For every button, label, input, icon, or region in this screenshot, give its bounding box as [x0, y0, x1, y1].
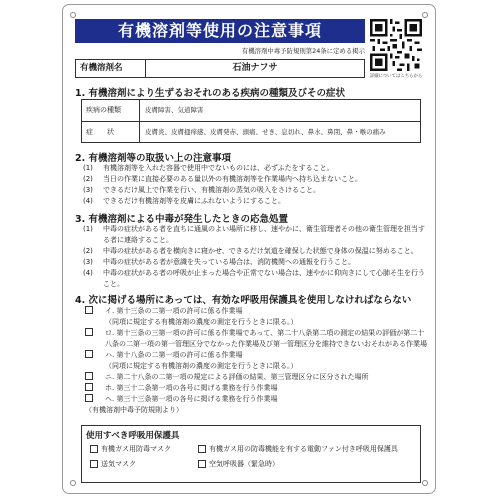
qr-caption: 詳細についてはこちらから	[369, 74, 423, 79]
symptom-label: 症 状	[82, 122, 140, 143]
mounting-hole	[422, 12, 428, 18]
list-item: (2) 中毒の症状がある者を横向きに寝かせ、できるだけ気道を確保した状態で身体の保温に努めること。	[83, 247, 418, 255]
symptom-value: 皮膚炎、皮膚掻痒感、皮膚発赤、頭痛、せき、息切れ、鼻水、鼻閉、鼻・喉の痛み	[145, 128, 386, 136]
checkbox[interactable]	[85, 328, 93, 336]
list-item: ニ. 第二十八条の二第一項の規定による評価の結果、第三管理区分に区分された場所	[85, 372, 430, 383]
table-row	[82, 121, 420, 143]
checkbox[interactable]	[85, 350, 93, 358]
checkbox[interactable]	[85, 372, 93, 380]
list-item: (1) 有機溶剤等を入れた容器で使用中でないものには、必ずふたをすること。	[83, 164, 334, 172]
section-4-heading: 4. 次に掲げる場所にあっては、有効な呼吸用保護具を使用しなければならない	[75, 295, 412, 306]
list-item: ハ. 第十八条の二第一項の許可に係る作業場	[85, 350, 430, 361]
protector-box	[81, 425, 421, 483]
protector-option[interactable]: 送気マスク	[90, 459, 136, 469]
solvent-name-label: 有機溶剤名	[76, 60, 146, 77]
disease-type-label: 疾病の種類	[82, 100, 140, 121]
protector-option[interactable]: 有機ガス用の防毒機能を有する電動ファン付き呼吸用保護具	[198, 444, 398, 454]
mounting-hole	[70, 12, 76, 18]
checkbox[interactable]	[85, 383, 93, 391]
protector-title: 使用すべき呼吸用保護具	[86, 431, 180, 441]
mounting-hole	[70, 480, 76, 486]
section-1-heading: 1. 有機溶剤により生ずるおそれのある疾病の種類及びその症状	[75, 88, 346, 99]
list-item: （同項に規定する有機溶剤の濃度の測定を行うときに限る。）	[105, 318, 298, 326]
location-list	[85, 306, 430, 416]
section-2-heading: 2. 有機溶剤等の取扱い上の注意事項	[75, 153, 232, 164]
list-item: ホ. 第三十二条第一項の各号に掲げる業務を行う作業場	[85, 383, 430, 394]
list-item: (3) できるだけ風上で作業を行い、有機溶剤の蒸気の吸入をさけること。	[83, 186, 320, 194]
qr-code-icon[interactable]	[370, 19, 422, 71]
list-item: (4) 中毒の症状がある者の呼吸が止まった場合や正常でない場合は、速やかに仰向きにして心肺そ生を行うこと。	[83, 269, 425, 288]
solvent-name-value: 石油ナフサ	[232, 63, 278, 73]
mounting-hole	[422, 480, 428, 486]
page-subtitle: 有機溶剤中毒予防規則第24条に定める掲示	[241, 47, 365, 55]
footnote: （有機溶剤中毒予防規則より）	[85, 406, 183, 414]
protector-option[interactable]: 空気呼吸器（緊急時）	[198, 459, 279, 469]
list-item: ヘ. 第三十三条第一項の各号に掲げる業務を行う作業場	[85, 394, 430, 405]
list-item: ロ. 第十三条の三第一項の許可に係る作業場であって、第二十八条第二項の測定の結果の評価が第二十八条の二第一項の第一管理区分でなかった作業場及び第一管理区分を維持できないおそれがある作業場	[85, 328, 430, 350]
notice-board	[62, 4, 436, 494]
page-title: 有機溶剤等使用の注意事項	[75, 19, 365, 43]
disease-table	[81, 99, 421, 143]
section-3-heading: 3. 有機溶剤による中毒が発生したときの応急処置	[75, 214, 289, 225]
checkbox[interactable]	[198, 460, 206, 468]
checkbox[interactable]	[90, 460, 98, 468]
list-item: （同項に規定する有機溶剤の濃度の測定を行うときに限る。）	[105, 362, 298, 370]
table-row	[82, 100, 420, 121]
list-item: (4) できるだけ有機溶剤等を皮膚にふれないようにすること。	[83, 197, 285, 205]
list-item: (3) 中毒の症状がある者が意識を失っている場合は、消防機関への通報を行うこと。	[83, 258, 355, 266]
list-item: (2) 当日の作業に直接必要のある量以外の有機溶剤等を作業場内へ持ち込まないこと。	[83, 175, 362, 183]
disease-type-value: 皮膚障害、気道障害	[145, 106, 204, 114]
list-item: イ. 第十三条の二第一項の許可に係る作業場	[85, 306, 430, 317]
handling-list	[83, 163, 428, 207]
checkbox[interactable]	[85, 306, 93, 314]
checkbox[interactable]	[85, 394, 93, 402]
checkbox[interactable]	[90, 445, 98, 453]
solvent-name-row	[75, 59, 365, 78]
list-item: (1) 中毒の症状がある者を直ちに通風のよい場所に移し、速やかに、衛生管理者その他の衛生管理を担当する者に連絡すること。	[83, 225, 425, 244]
checkbox[interactable]	[198, 445, 206, 453]
first-aid-list	[83, 224, 428, 290]
protector-option[interactable]: 有機ガス用防毒マスク	[90, 444, 171, 454]
